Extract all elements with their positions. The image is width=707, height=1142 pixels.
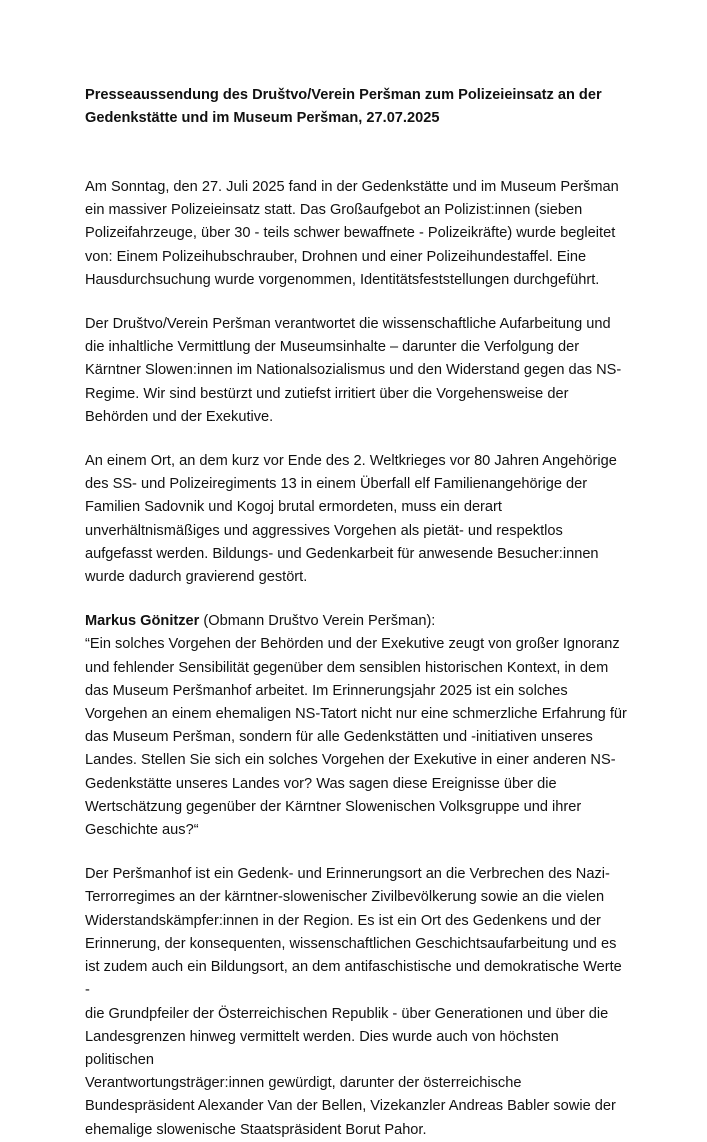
spacer xyxy=(85,589,627,610)
paragraph-police-operation: Am Sonntag, den 27. Juli 2025 fand in der Gedenkstätte und im Museum Peršman ein massiver Polizeieinsatz statt. Das Großaufgebot an Polizist:innen (sieben Polizeifahrzeuge, über 30 - teils schwer bewaffnete - Polizeikräfte) wurde begleitet von: Einem Polizeihubschrauber, Drohnen und einer Polizeihundestaffel. Eine Hausdurchsuchung wurde vorgenommen, Identitätsfeststellungen durchgeführt. xyxy=(85,179,619,288)
quote-speaker-role: (Obmann Društvo Verein Peršman): xyxy=(199,613,436,630)
paragraph-closing: Der Peršmanhof ist ein Gedenk- und Erinnerungsort an die Verbrechen des Nazi- Terrorregimes an der kärntner-slowenischer Zivilbevölkerung sowie an die vielen Widerstandskämpfer:innen in der Region. Es ist ein Ort des Gedenkens und der Erinnerung, der konsequenten, wissenschaftlichen Geschichtsaufarbeitung und es ist zudem auch ein Bildungsort, an dem antifaschistische und demokratische Werte - die Grundpfeiler der Österreichischen Republik - über Generationen und über die Landesgrenzen hinweg vermittelt werden. Dies wurde auch von höchsten politischen Verantwortungsträger:innen gewürdigt, darunter der österreichische Bundespräsident Alexander Van der Bellen, Vizekanzler Andreas Babler sowie der ehemalige slowenische Staatspräsident Borut Pahor. xyxy=(85,866,622,1138)
spacer xyxy=(85,429,627,450)
spacer xyxy=(85,292,627,313)
document-title: Presseaussendung des Društvo/Verein Peršman zum Polizeieinsatz an der Gedenkstätte und im Museum Peršman, 27.07.2025 xyxy=(85,87,602,126)
spacer xyxy=(85,842,627,863)
quote-speaker: Markus Gönitzer xyxy=(85,613,200,630)
spacer xyxy=(85,130,627,176)
quote-text: “Ein solches Vorgehen der Behörden und der Exekutive zeugt von großer Ignoranz und fehlender Sensibilität gegenüber dem sensiblen historischen Kontext, in dem das Museum Peršmanhof arbeitet. Im Erinnerungsjahr 2025 ist ein solches Vorgehen an einem ehemaligen NS-Tatort nicht nur eine schmerzliche Erfahrung für das Museum Peršman, sondern für alle Gedenkstätten und -initiativen unseres Landes. Stellen Sie sich ein solches Vorgehen der Exekutive in einer anderen NS- Gedenkstätte unseres Landes vor? Was sagen diese Ereignisse über die Wertschätzung gegenüber der Kärntner Slowenischen Volksgruppe und ihrer Geschichte aus?“ xyxy=(85,636,627,839)
paragraph-association-role: Der Društvo/Verein Peršman verantwortet die wissenschaftliche Aufarbeitung und die inhaltliche Vermittlung der Museumsinhalte – darunter die Verfolgung der Kärntner Slowen:innen im Nationalsozialismus und den Widerstand gegen das NS- Regime. Wir sind bestürzt und zutiefst irritiert über die Vorgehensweise der Behörden und der Exekutive. xyxy=(85,316,622,425)
paragraph-historic-site: An einem Ort, an dem kurz vor Ende des 2. Weltkrieges vor 80 Jahren Angehörige des SS- und Polizeiregiments 13 in einem Überfall elf Familienangehörige der Familien Sadovnik und Kogoj brutal ermordeten, muss ein derart unverhältnismäßiges und aggressives Vorgehen als pietät- und respektlos aufgefasst werden. Bildungs- und Gedenkarbeit für anwesende Besucher:innen wurde dadurch gravierend gestört. xyxy=(85,453,617,586)
quote-block xyxy=(85,610,627,842)
